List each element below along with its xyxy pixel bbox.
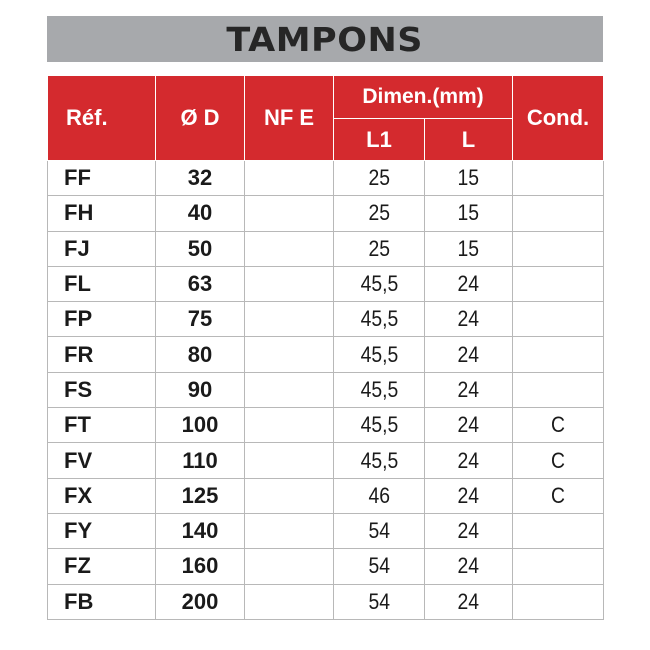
cell-cond <box>513 478 604 513</box>
cell-l1 <box>334 443 425 478</box>
cell-ref: FB <box>48 584 156 619</box>
header-l1: L1 <box>334 119 425 161</box>
page-title: TAMPONS <box>226 19 424 59</box>
cell-l1-value: 25 <box>368 165 390 191</box>
cell-diameter: 32 <box>156 161 245 196</box>
cell-ref: FZ <box>48 549 156 584</box>
cell-l-value: 24 <box>457 518 480 544</box>
cell-l-value: 24 <box>457 553 480 579</box>
cell-l1-value: 25 <box>368 200 390 226</box>
cell-l1-value: 45,5 <box>360 447 398 473</box>
cell-l <box>425 478 513 513</box>
table-row <box>48 584 604 619</box>
cell-l-value: 15 <box>457 165 480 191</box>
header-l: L <box>425 119 513 161</box>
cell-l1-value: 46 <box>368 482 390 508</box>
cell-cond-value: C <box>551 482 565 508</box>
cell-diameter: 140 <box>156 513 245 548</box>
table-row <box>48 231 604 266</box>
cell-diameter: 100 <box>156 408 245 443</box>
cell-l1 <box>334 302 425 337</box>
cell-l1 <box>334 266 425 301</box>
cell-nfe <box>245 161 334 196</box>
cell-l1-value: 45,5 <box>360 271 398 297</box>
cell-nfe <box>245 478 334 513</box>
cell-l <box>425 231 513 266</box>
cell-cond-value: C <box>551 447 565 473</box>
table-row <box>48 549 604 584</box>
cell-l1-value: 54 <box>368 553 390 579</box>
title-bar <box>47 16 603 62</box>
table-row <box>48 443 604 478</box>
table-row <box>48 196 604 231</box>
cell-l1 <box>334 584 425 619</box>
table-row <box>48 513 604 548</box>
cell-ref: FF <box>48 161 156 196</box>
header-diameter: Ø D <box>156 76 245 161</box>
cell-l-value: 15 <box>457 200 480 226</box>
cell-l1 <box>334 408 425 443</box>
cell-l1-value: 54 <box>368 518 390 544</box>
cell-l1-value: 45,5 <box>360 341 398 367</box>
cell-ref: FJ <box>48 231 156 266</box>
cell-l1 <box>334 549 425 584</box>
cell-nfe <box>245 408 334 443</box>
cell-l1-value: 25 <box>368 235 390 261</box>
cell-l-value: 24 <box>457 588 480 614</box>
table-row <box>48 337 604 372</box>
cell-diameter: 40 <box>156 196 245 231</box>
cell-cond <box>513 196 604 231</box>
cell-l1 <box>334 231 425 266</box>
table-header <box>48 76 604 161</box>
cell-cond <box>513 443 604 478</box>
cell-nfe <box>245 337 334 372</box>
cell-nfe <box>245 549 334 584</box>
cell-diameter: 63 <box>156 266 245 301</box>
table-row <box>48 302 604 337</box>
tampons-table <box>47 75 604 620</box>
cell-cond <box>513 337 604 372</box>
cell-diameter: 75 <box>156 302 245 337</box>
cell-l <box>425 549 513 584</box>
cell-l <box>425 372 513 407</box>
header-cond: Cond. <box>513 76 604 161</box>
cell-nfe <box>245 266 334 301</box>
cell-l <box>425 161 513 196</box>
cell-l-value: 24 <box>457 271 480 297</box>
cell-ref: FX <box>48 478 156 513</box>
cell-l <box>425 337 513 372</box>
cell-cond <box>513 302 604 337</box>
cell-l <box>425 513 513 548</box>
cell-l1-value: 54 <box>368 588 390 614</box>
cell-cond <box>513 372 604 407</box>
cell-cond <box>513 231 604 266</box>
cell-nfe <box>245 584 334 619</box>
cell-diameter: 125 <box>156 478 245 513</box>
cell-l1 <box>334 372 425 407</box>
cell-cond <box>513 584 604 619</box>
cell-l1 <box>334 196 425 231</box>
cell-l1 <box>334 513 425 548</box>
cell-cond <box>513 549 604 584</box>
cell-l1 <box>334 161 425 196</box>
cell-l-value: 24 <box>457 482 480 508</box>
cell-l1 <box>334 337 425 372</box>
cell-l1-value: 45,5 <box>360 306 398 332</box>
cell-ref: FV <box>48 443 156 478</box>
cell-l-value: 24 <box>457 306 480 332</box>
cell-diameter: 90 <box>156 372 245 407</box>
cell-ref: FY <box>48 513 156 548</box>
cell-l <box>425 196 513 231</box>
cell-nfe <box>245 513 334 548</box>
cell-l <box>425 584 513 619</box>
table-row <box>48 478 604 513</box>
cell-ref: FR <box>48 337 156 372</box>
cell-nfe <box>245 443 334 478</box>
cell-l <box>425 266 513 301</box>
table-row <box>48 408 604 443</box>
cell-cond <box>513 161 604 196</box>
cell-ref: FT <box>48 408 156 443</box>
cell-cond <box>513 266 604 301</box>
cell-nfe <box>245 231 334 266</box>
cell-diameter: 200 <box>156 584 245 619</box>
cell-ref: FH <box>48 196 156 231</box>
cell-l-value: 24 <box>457 412 480 438</box>
table-row <box>48 161 604 196</box>
table-body <box>48 161 604 620</box>
cell-ref: FP <box>48 302 156 337</box>
cell-l1 <box>334 478 425 513</box>
cell-nfe <box>245 196 334 231</box>
table-row <box>48 266 604 301</box>
cell-cond-value: C <box>551 412 565 438</box>
cell-cond <box>513 513 604 548</box>
cell-diameter: 160 <box>156 549 245 584</box>
header-nfe: NF E <box>245 76 334 161</box>
cell-ref: FL <box>48 266 156 301</box>
cell-l <box>425 443 513 478</box>
cell-diameter: 50 <box>156 231 245 266</box>
cell-nfe <box>245 302 334 337</box>
cell-l-value: 24 <box>457 447 480 473</box>
cell-l1-value: 45,5 <box>360 376 398 402</box>
cell-nfe <box>245 372 334 407</box>
cell-l <box>425 408 513 443</box>
cell-diameter: 110 <box>156 443 245 478</box>
header-dimen: Dimen.(mm) <box>334 76 513 119</box>
cell-l1-value: 45,5 <box>360 412 398 438</box>
cell-diameter: 80 <box>156 337 245 372</box>
cell-ref: FS <box>48 372 156 407</box>
cell-l-value: 15 <box>457 235 480 261</box>
cell-l <box>425 302 513 337</box>
cell-cond <box>513 408 604 443</box>
header-ref: Réf. <box>48 76 156 161</box>
cell-l-value: 24 <box>457 341 480 367</box>
table-row <box>48 372 604 407</box>
cell-l-value: 24 <box>457 376 480 402</box>
